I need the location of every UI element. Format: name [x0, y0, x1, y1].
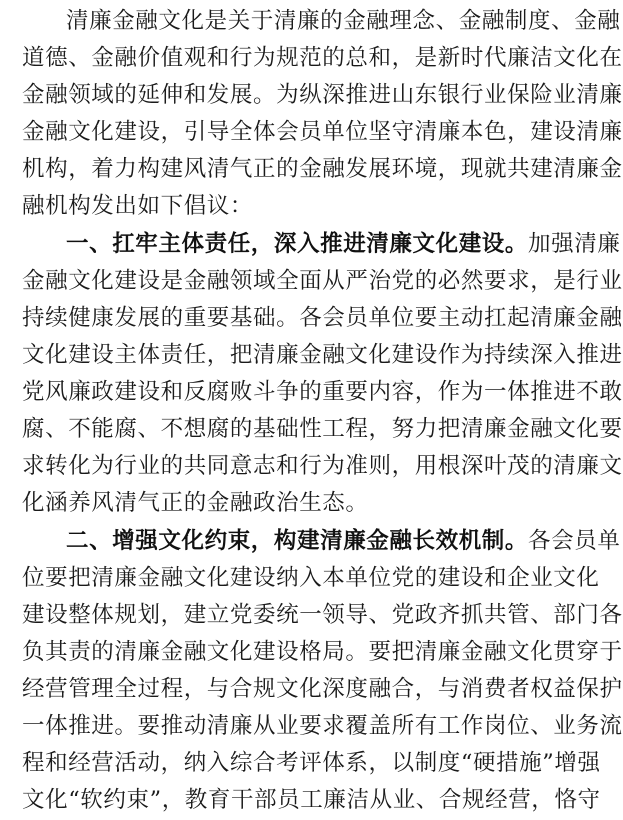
section-1-line-3: 持续健康发展的重要基础。各会员单位要主动扛起清廉金融	[22, 305, 623, 331]
section-1-line-2: 金融文化建设是金融领域全面从严治党的必然要求，是行业	[22, 268, 623, 294]
section-2-line-5: 经营管理全过程，与合规文化深度融合，与消费者权益保护	[22, 676, 623, 702]
intro-line-3: 金融领域的延伸和发展。为纵深推进山东银行业保险业清廉	[22, 82, 623, 108]
intro-line-6: 融机构发出如下倡议：	[22, 193, 254, 219]
intro-line-2: 道德、金融价值观和行为规范的总和，是新时代廉洁文化在	[22, 45, 623, 71]
section-2-line-3: 建设整体规划，建立党委统一领导、党政齐抓共管、部门各	[22, 602, 623, 628]
section-2-line-7: 程和经营活动，纳入综合考评体系，以制度“硬措施”增强	[22, 750, 601, 776]
section-2-heading: 二、增强文化约束，构建清廉金融长效机制。	[66, 528, 529, 554]
section-1-line-4: 文化建设主体责任，把清廉金融文化建设作为持续深入推进	[22, 342, 623, 368]
section-2-first-line-rest: 各会员单	[528, 528, 621, 554]
section-2-first-line	[66, 524, 621, 558]
section-1-line-8: 化涵养风清气正的金融政治生态。	[22, 490, 369, 516]
section-1-line-5: 党风廉政建设和反腐败斗争的重要内容，作为一体推进不敢	[22, 379, 623, 405]
intro-line-5: 机构，着力构建风清气正的金融发展环境，现就共建清廉金	[22, 156, 623, 182]
section-1-first-line-rest: 加强清廉	[528, 231, 621, 257]
section-1-heading: 一、扛牢主体责任，深入推进清廉文化建设。	[66, 231, 529, 257]
intro-line-1: 清廉金融文化是关于清廉的金融理念、金融制度、金融	[66, 8, 621, 34]
section-1-line-7: 求转化为行业的共同意志和行为准则，用根深叶茂的清廉文	[22, 453, 623, 479]
section-2-line-4: 负其责的清廉金融文化建设格局。要把清廉金融文化贯穿于	[22, 639, 623, 665]
section-2-line-6: 一体推进。要推动清廉从业要求覆盖所有工作岗位、业务流	[22, 713, 623, 739]
intro-line-4: 金融文化建设，引导全体会员单位坚守清廉本色，建设清廉	[22, 119, 623, 145]
section-1-line-6: 腐、不能腐、不想腐的基础性工程，努力把清廉金融文化要	[22, 416, 623, 442]
section-1-first-line	[66, 227, 621, 261]
section-2-line-2: 位要把清廉金融文化建设纳入本单位党的建设和企业文化	[22, 565, 600, 591]
section-2-line-8: 文化“软约束”，教育干部员工廉洁从业、合规经营，恪守	[22, 787, 601, 813]
